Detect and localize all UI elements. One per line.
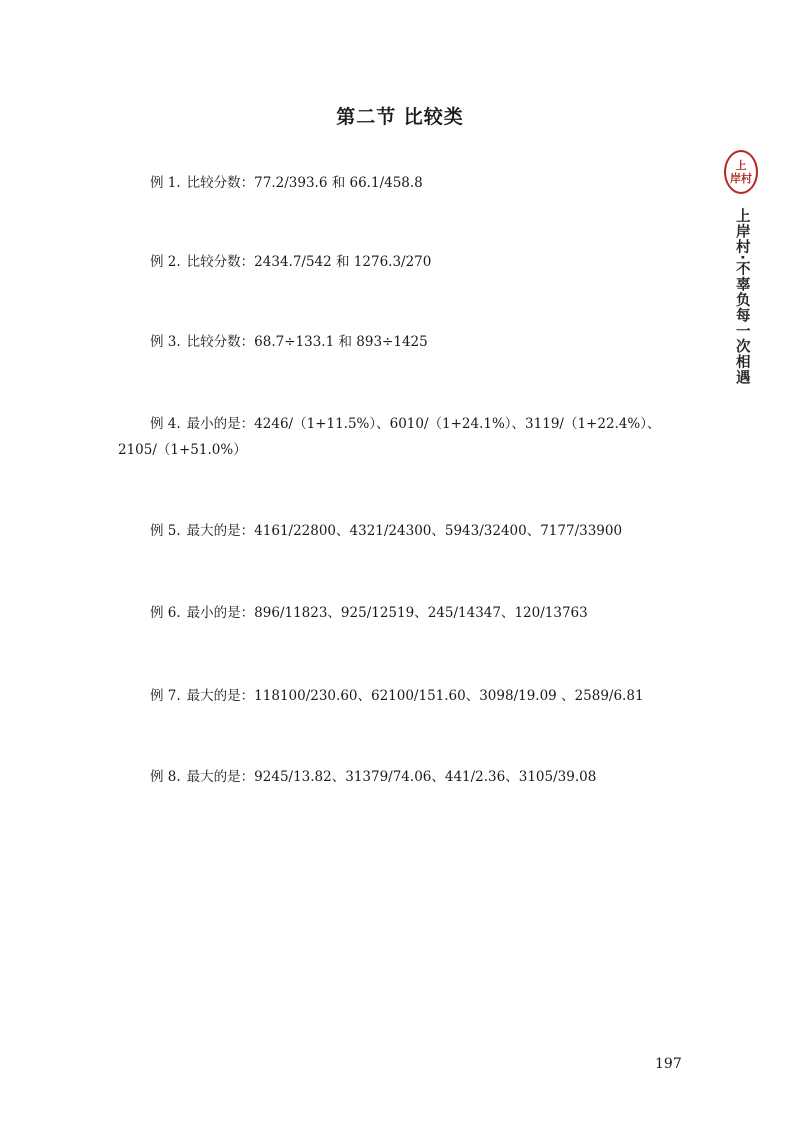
seal-logo xyxy=(724,150,758,194)
example-text: 最大的是：9245/13.82、31379/74.06、441/2.36、3105/39.08 xyxy=(186,769,597,785)
page-title: 第二节 比较类 xyxy=(336,106,464,128)
example-5 xyxy=(118,518,698,544)
example-text: 最小的是：896/11823、925/12519、245/14347、120/13763 xyxy=(186,605,588,621)
example-label: 例 4. xyxy=(150,416,181,432)
seal-text-bottom: 岸村 xyxy=(730,172,752,185)
example-1 xyxy=(118,170,698,196)
example-label: 例 1. xyxy=(150,175,181,191)
example-text: 比较分数：68.7÷133.1 和 893÷1425 xyxy=(186,334,428,350)
example-3 xyxy=(118,329,698,355)
example-6 xyxy=(118,600,698,626)
example-text: 比较分数：77.2/393.6 和 66.1/458.8 xyxy=(186,175,423,191)
example-label: 例 6. xyxy=(150,605,181,621)
example-label: 例 3. xyxy=(150,334,181,350)
seal-text-top: 上 xyxy=(735,159,747,172)
example-label: 例 7. xyxy=(150,688,181,704)
example-text: 最大的是：4161/22800、4321/24300、5943/32400、7177/33900 xyxy=(186,523,623,539)
example-text: 比较分数：2434.7/542 和 1276.3/270 xyxy=(186,254,432,270)
side-banner xyxy=(716,150,766,385)
example-8 xyxy=(118,764,698,790)
example-label: 例 8. xyxy=(150,769,181,785)
example-text: 最大的是：118100/230.60、62100/151.60、3098/19.09 、2589/6.81 xyxy=(186,688,644,704)
example-text: 最小的是：4246/（1+11.5%）、6010/（1+24.1%）、3119/（1+22.4%）、2105/（1+51.0%） xyxy=(118,416,661,458)
example-label: 例 5. xyxy=(150,523,181,539)
example-label: 例 2. xyxy=(150,254,181,270)
example-2 xyxy=(118,249,698,275)
example-4 xyxy=(118,411,698,463)
motto-text: 上岸村·不辜负每一次相遇 xyxy=(733,208,750,386)
example-7 xyxy=(118,683,698,709)
page-number: 197 xyxy=(655,1056,682,1072)
